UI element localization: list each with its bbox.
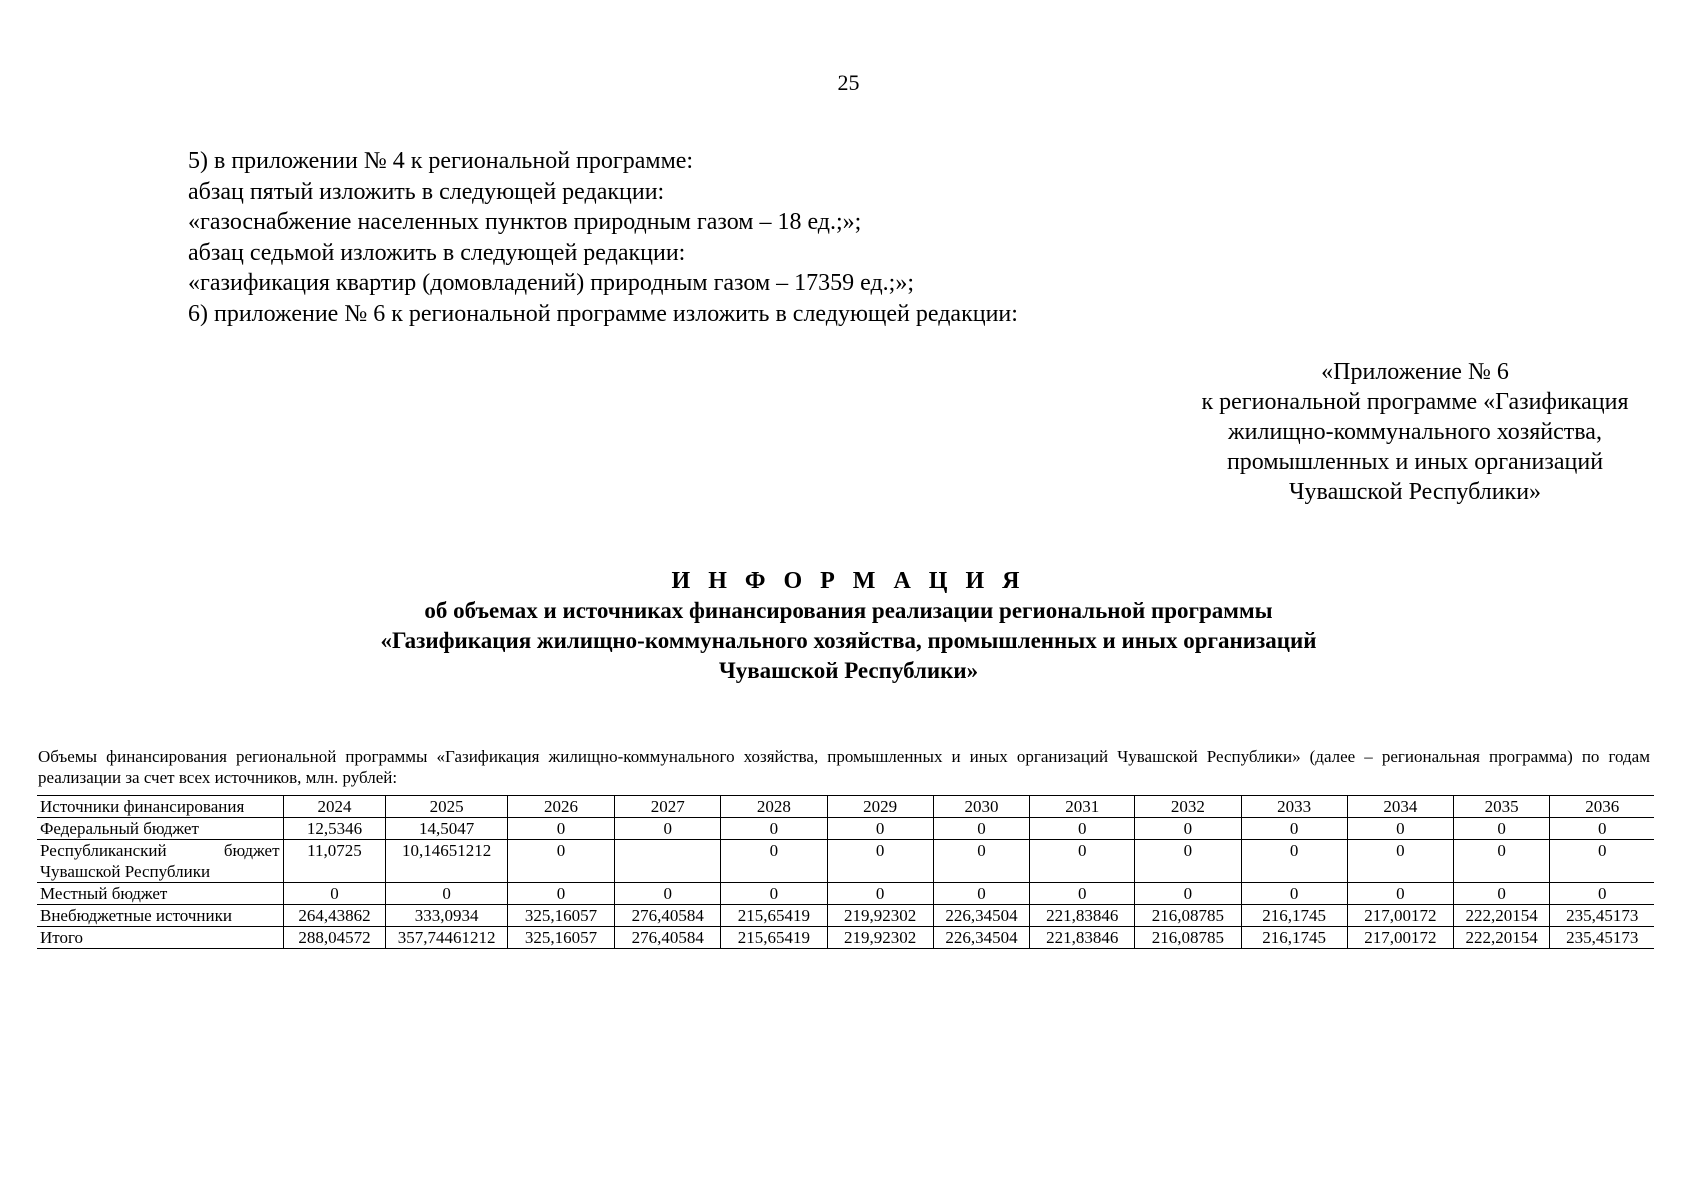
value-cell: 0 bbox=[1030, 818, 1135, 840]
year-header-cell: 2031 bbox=[1030, 796, 1135, 818]
amendment-line: абзац седьмой изложить в следующей редакции: bbox=[188, 239, 686, 266]
value-cell: 0 bbox=[827, 818, 933, 840]
value-cell: 221,83846 bbox=[1030, 927, 1135, 949]
year-header-cell: 2027 bbox=[615, 796, 721, 818]
year-header-cell: 2029 bbox=[827, 796, 933, 818]
value-cell: 0 bbox=[1453, 840, 1549, 883]
appendix-line: «Приложение № 6 bbox=[1321, 359, 1509, 385]
value-cell: 216,08785 bbox=[1135, 927, 1241, 949]
heading-line: об объемах и источниках финансирования реализации региональной программы bbox=[424, 598, 1273, 623]
value-cell: 0 bbox=[1135, 840, 1241, 883]
value-cell: 276,40584 bbox=[615, 905, 721, 927]
value-cell: 11,0725 bbox=[283, 840, 386, 883]
value-cell: 0 bbox=[721, 883, 827, 905]
appendix-header bbox=[1095, 357, 1697, 507]
year-header-cell: 2034 bbox=[1347, 796, 1453, 818]
value-cell bbox=[615, 840, 721, 883]
value-cell: 0 bbox=[1550, 818, 1654, 840]
year-header-cell: 2033 bbox=[1241, 796, 1347, 818]
value-cell: 0 bbox=[721, 840, 827, 883]
row-label-cell: Федеральный бюджет bbox=[37, 818, 283, 840]
value-cell: 0 bbox=[1030, 840, 1135, 883]
value-cell: 216,1745 bbox=[1241, 927, 1347, 949]
table-intro: Объемы финансирования региональной программы «Газификация жилищно-коммунального хозяйства, промышленных и иных организаций Чувашской Республики» (далее – региональная программа) по годам реализации за счет всех источников, млн. рублей: bbox=[38, 747, 1650, 787]
year-header-cell: 2028 bbox=[721, 796, 827, 818]
row-label-cell: Внебюджетные источники bbox=[37, 905, 283, 927]
value-cell: 288,04572 bbox=[283, 927, 386, 949]
table-row bbox=[37, 883, 1654, 905]
value-cell: 226,34504 bbox=[933, 905, 1029, 927]
amendment-line: «газоснабжение населенных пунктов природным газом – 18 ед.;»; bbox=[188, 209, 862, 235]
value-cell: 0 bbox=[507, 840, 614, 883]
year-header-cell: 2035 bbox=[1453, 796, 1549, 818]
value-cell: 325,16057 bbox=[507, 927, 614, 949]
value-cell: 215,65419 bbox=[721, 905, 827, 927]
page-number: 25 bbox=[837, 70, 860, 95]
value-cell: 357,74461212 bbox=[386, 927, 507, 949]
table-row bbox=[37, 840, 1654, 883]
appendix-line: Чувашской Республики» bbox=[1288, 479, 1542, 505]
value-cell: 221,83846 bbox=[1030, 905, 1135, 927]
row-label-cell: Итого bbox=[37, 927, 283, 949]
table-row bbox=[37, 905, 1654, 927]
value-cell: 0 bbox=[721, 818, 827, 840]
value-cell: 217,00172 bbox=[1347, 927, 1453, 949]
heading-line: Чувашской Республики» bbox=[718, 658, 979, 683]
document-heading bbox=[0, 566, 1697, 686]
table-row bbox=[37, 818, 1654, 840]
value-cell: 235,45173 bbox=[1550, 927, 1654, 949]
value-cell: 0 bbox=[827, 883, 933, 905]
value-cell: 0 bbox=[507, 883, 614, 905]
value-cell: 216,08785 bbox=[1135, 905, 1241, 927]
appendix-line: промышленных и иных организаций bbox=[1226, 449, 1604, 475]
value-cell: 219,92302 bbox=[827, 927, 933, 949]
year-header-cell: 2026 bbox=[507, 796, 614, 818]
value-cell: 325,16057 bbox=[507, 905, 614, 927]
value-cell: 215,65419 bbox=[721, 927, 827, 949]
value-cell: 0 bbox=[507, 818, 614, 840]
value-cell: 0 bbox=[933, 818, 1029, 840]
amendment-line: 6) приложение № 6 к региональной программе изложить в следующей редакции: bbox=[188, 300, 1018, 327]
value-cell: 0 bbox=[1347, 883, 1453, 905]
table-row bbox=[37, 927, 1654, 949]
year-header-cell: 2024 bbox=[283, 796, 386, 818]
value-cell: 0 bbox=[1241, 840, 1347, 883]
heading-title: И Н Ф О Р М А Ц И Я bbox=[671, 568, 1026, 594]
value-cell: 0 bbox=[1241, 818, 1347, 840]
value-cell: 0 bbox=[1030, 883, 1135, 905]
value-cell: 0 bbox=[1347, 818, 1453, 840]
year-header-cell: 2032 bbox=[1135, 796, 1241, 818]
value-cell: 0 bbox=[615, 883, 721, 905]
year-header-cell: 2025 bbox=[386, 796, 507, 818]
value-cell: 276,40584 bbox=[615, 927, 721, 949]
value-cell: 216,1745 bbox=[1241, 905, 1347, 927]
value-cell: 222,20154 bbox=[1453, 905, 1549, 927]
value-cell: 14,5047 bbox=[386, 818, 507, 840]
value-cell: 0 bbox=[1453, 818, 1549, 840]
year-header-cell: 2036 bbox=[1550, 796, 1654, 818]
value-cell: 226,34504 bbox=[933, 927, 1029, 949]
value-cell: 0 bbox=[615, 818, 721, 840]
value-cell: 219,92302 bbox=[827, 905, 933, 927]
value-cell: 222,20154 bbox=[1453, 927, 1549, 949]
year-header-cell: 2030 bbox=[933, 796, 1029, 818]
table-header-row bbox=[37, 796, 1654, 818]
value-cell: 264,43862 bbox=[283, 905, 386, 927]
value-cell: 217,00172 bbox=[1347, 905, 1453, 927]
row-label-cell: Местный бюджет bbox=[37, 883, 283, 905]
header-label-cell: Источники финансирования bbox=[37, 796, 283, 818]
row-label-cell: Республиканский бюджет Чувашской Республики bbox=[37, 840, 283, 883]
value-cell: 0 bbox=[933, 840, 1029, 883]
value-cell: 333,0934 bbox=[386, 905, 507, 927]
value-cell: 0 bbox=[1550, 883, 1654, 905]
value-cell: 0 bbox=[386, 883, 507, 905]
appendix-line: к региональной программе «Газификация bbox=[1201, 389, 1629, 415]
value-cell: 235,45173 bbox=[1550, 905, 1654, 927]
amendments-block bbox=[188, 146, 1538, 329]
heading-line: «Газификация жилищно-коммунального хозяйства, промышленных и иных организаций bbox=[380, 628, 1317, 653]
amendment-line: абзац пятый изложить в следующей редакции: bbox=[188, 178, 665, 205]
financing-table bbox=[37, 795, 1654, 949]
value-cell: 0 bbox=[1550, 840, 1654, 883]
value-cell: 0 bbox=[1347, 840, 1453, 883]
value-cell: 0 bbox=[1135, 883, 1241, 905]
value-cell: 0 bbox=[827, 840, 933, 883]
value-cell: 0 bbox=[283, 883, 386, 905]
value-cell: 12,5346 bbox=[283, 818, 386, 840]
value-cell: 10,14651212 bbox=[386, 840, 507, 883]
appendix-line: жилищно-коммунального хозяйства, bbox=[1228, 419, 1602, 445]
value-cell: 0 bbox=[1241, 883, 1347, 905]
amendment-line: «газификация квартир (домовладений) природным газом – 17359 ед.;»; bbox=[188, 270, 915, 296]
amendment-line: 5) в приложении № 4 к региональной программе: bbox=[188, 148, 694, 174]
value-cell: 0 bbox=[1453, 883, 1549, 905]
value-cell: 0 bbox=[1135, 818, 1241, 840]
value-cell: 0 bbox=[933, 883, 1029, 905]
